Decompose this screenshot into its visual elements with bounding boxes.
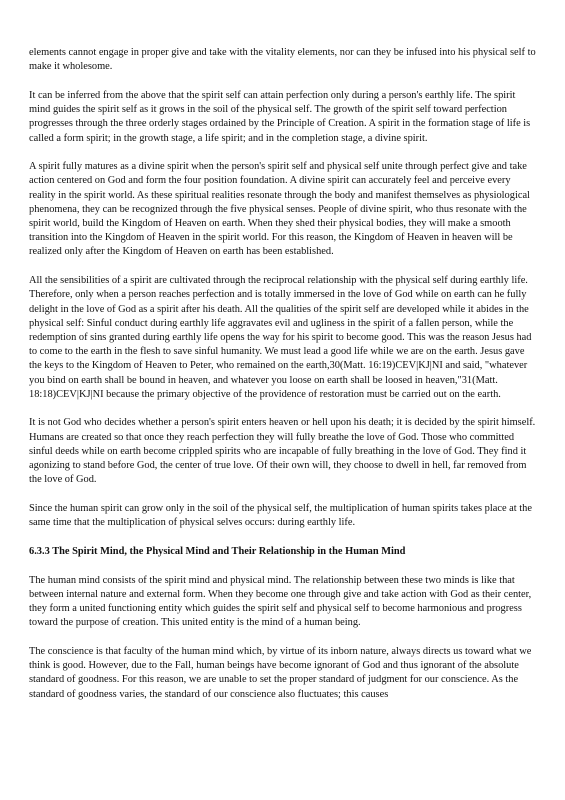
paragraph-3: A spirit fully matures as a divine spirit when the person's spirit self and physical self unite through perfect give and take action centered on God and form the four position foundation. A divine spirit can accurately feel and perceive every reality in the spirit world. As these spiritual realities resonate through the body and manifest themselves as physiological phenomena, they can be recognized through the five physical senses. People of divine spirit, who thus resonate with the spirit world, build the Kingdom of Heaven on earth. When they shed their physical bodies, they will make a smooth transition into the Kingdom of Heaven in the spirit world. For this reason, the Kingdom of Heaven in heaven will be realized only after the Kingdom of Heaven on earth has been established. <box>29 161 530 258</box>
paragraph-1: elements cannot engage in proper give and take with the vitality elements, nor can they be infused into his physical self to make it wholesome. <box>29 47 536 73</box>
paragraph-4: All the sensibilities of a spirit are cultivated through the reciprocal relationship with the physical self during earthly life. Therefore, only when a person reaches perfection and is totally immersed in the love of God while on earth can he fully delight in the love of God as a spirit after his death. All the qualities of the spirit self are developed while it abides in the physical self: Sinful conduct during earthly life aggravates evil and ugliness in the spirit of a fallen person, while the redemption of sins granted during earthly life opens the way for his spirit to become good. This was the reason Jesus had to come to the earth in the flesh to save sinful humanity. We must lead a good life while we are on the earth. Jesus gave the keys to the Kingdom of Heaven to Peter, who remained on the earth,30(Matt. 16:19)CEV|KJ|NI and said, "whatever you bind on earth shall be bound in heaven, and whatever you loose on earth shall be loosed in heaven,"31(Matt. 18:18)CEV|KJ|NI because the primary objective of the providence of restoration must be carried out on the earth. <box>29 275 532 400</box>
paragraph-7: The human mind consists of the spirit mind and physical mind. The relationship between these two minds is like that between internal nature and external form. When they become one through give and take action with God as their center, they form a united functioning entity which guides the spirit self and physical self to become harmonious and progress toward the purpose of creation. This united entity is the mind of a human being. <box>29 574 532 629</box>
section-heading: 6.3.3 The Spirit Mind, the Physical Mind and Their Relationship in the Human Mind <box>29 545 406 557</box>
document-page <box>29 46 539 716</box>
paragraph-5: It is not God who decides whether a person's spirit enters heaven or hell upon his death; it is decided by the spirit himself. Humans are created so that once they reach perfection they will fully breathe the love of God. Those who committed sinful deeds while on earth become crippled spirits who are incapable of fully breathing in the love of God. They find it agonizing to stand before God, the center of true love. Of their own will, they choose to dwell in hell, far removed from the love of God. <box>29 417 536 486</box>
paragraph-2: It can be inferred from the above that the spirit self can attain perfection only during a person's earthly life. The spirit mind guides the spirit self as it grows in the soil of the physical self. The growth of the spirit self toward perfection progresses through the three orderly stages ordained by the Principle of Creation. A spirit in the formation stage of life is called a form spirit; in the growth stage, a life spirit; and in the completion stage, a divine spirit. <box>29 89 531 144</box>
paragraph-8: The conscience is that faculty of the human mind which, by virtue of its inborn nature, always directs us toward what we think is good. However, due to the Fall, human beings have become ignorant of God and thus ignorant of the absolute standard of goodness. For this reason, we are unable to set the proper standard of judgment for our conscience. As the standard of goodness varies, the standard of our conscience also fluctuates; this causes <box>29 645 532 700</box>
paragraph-6: Since the human spirit can grow only in the soil of the physical self, the multiplication of human spirits takes place at the same time that the multiplication of physical selves occurs: during earthly life. <box>29 502 532 529</box>
